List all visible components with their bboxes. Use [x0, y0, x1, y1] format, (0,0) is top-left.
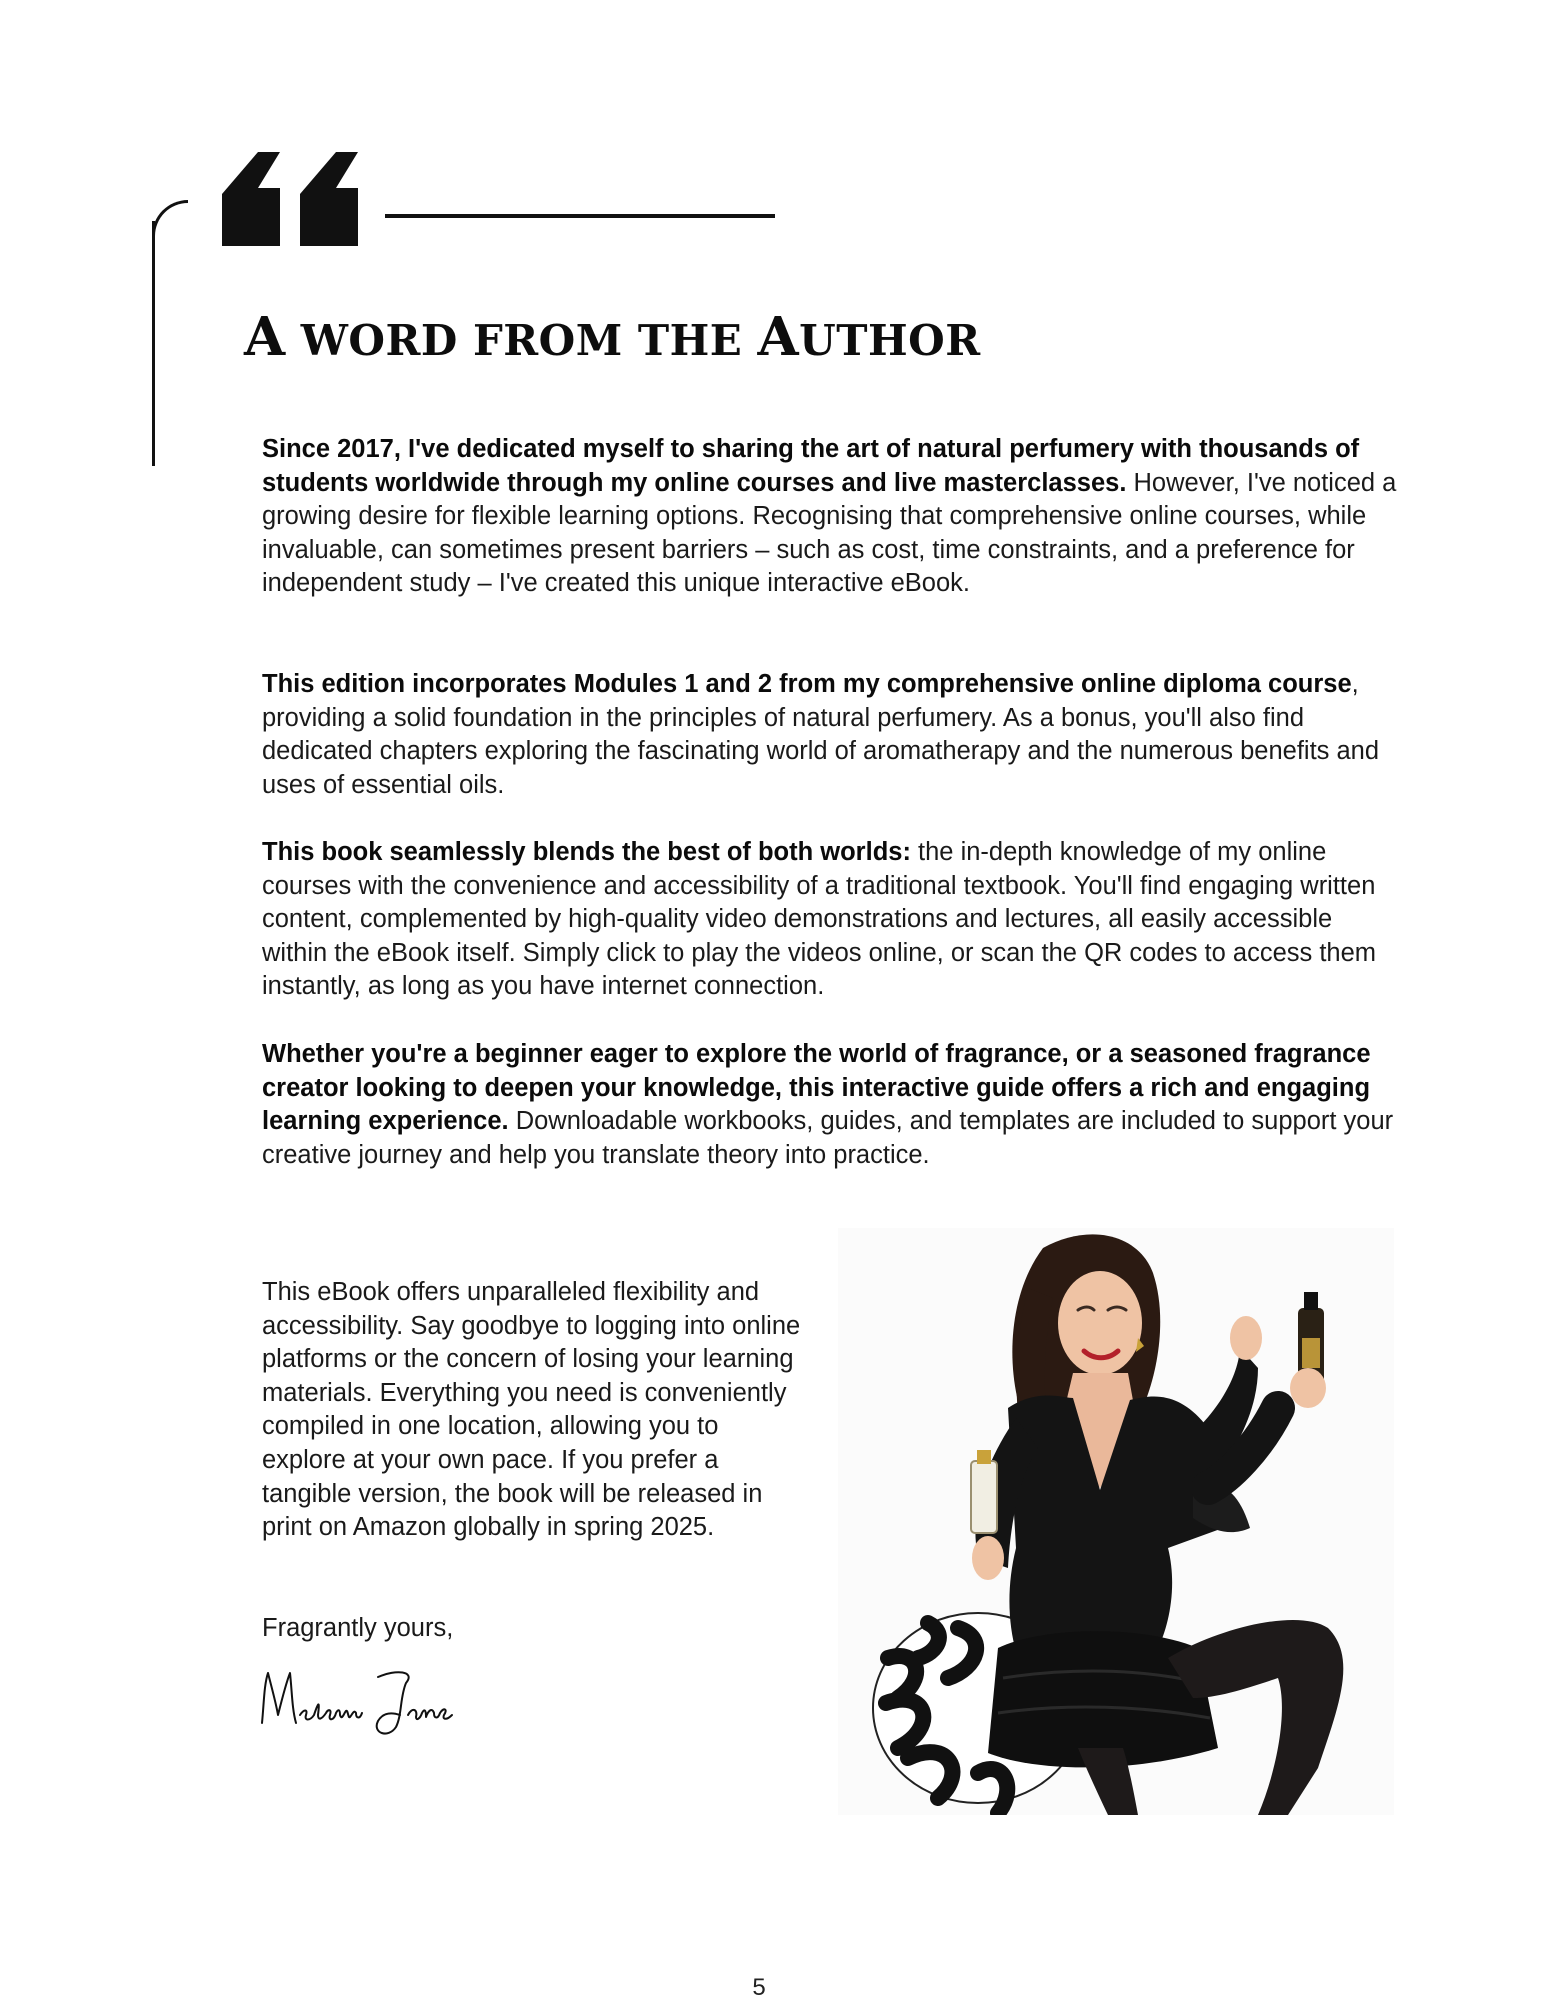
- paragraph-blend: [262, 836, 1402, 1004]
- bracket-vertical-line: [152, 221, 155, 466]
- signature: [256, 1663, 456, 1743]
- paragraph-audience-bold: Whether you're a beginner eager to explore the world of fragrance, or a seasoned fragrance creator looking to deepen your knowledge, this interactive guide offers a rich and engaging learning experience.: [262, 1040, 1371, 1136]
- double-quote-mark-icon: [218, 150, 368, 255]
- page-number: 5: [752, 1974, 766, 2001]
- quote-horizontal-rule: [385, 214, 775, 218]
- paragraph-intro-text: However, I've noticed a growing desire for flexible learning options. Recognising that comprehensive online courses, while invaluable, can sometimes present barriers – such as cost, time constraints, and a preference for independent study – I've created this unique interactive eBook.: [262, 468, 1397, 598]
- paragraph-intro-bold: Since 2017, I've dedicated myself to sharing the art of natural perfumery with thousands of students worldwide through my online courses and live masterclasses.: [262, 435, 1360, 497]
- paragraph-blend-text: the in-depth knowledge of my online courses with the convenience and accessibility of a traditional textbook. You'll find engaging written content, complemented by high-quality video demonstrations and lectures, all easily accessible within the eBook itself. Simply click to play the videos online, or scan the QR codes to access them instantly, as long as you have internet connection.: [262, 838, 1377, 1001]
- paragraph-edition-text: , providing a solid foundation in the principles of natural perfumery. As a bonus, you'll also find dedicated chapters exploring the fascinating world of aromatherapy and the numerous benefits and uses of essential oils.: [262, 670, 1380, 799]
- title-initial-2: A: [757, 306, 800, 368]
- title-initial: A: [244, 306, 286, 368]
- paragraph-audience-text: Downloadable workbooks, guides, and templates are included to support your creative journey and help you translate theory into practice.: [262, 1107, 1394, 1169]
- page-title: [244, 306, 981, 368]
- title-smallcaps-1: WORD FROM THE: [285, 316, 758, 365]
- paragraph-edition-bold: This edition incorporates Modules 1 and 2 from my comprehensive online diploma course: [262, 670, 1352, 698]
- paragraph-audience: [262, 1038, 1402, 1172]
- title-smallcaps-2: UTHOR: [799, 316, 981, 365]
- paragraph-flexibility: [262, 1276, 802, 1545]
- paragraph-edition: [262, 668, 1402, 802]
- paragraph-flexibility-text: This eBook offers unparalleled flexibility and accessibility. Say goodbye to logging into online platforms or the concern of losing your learning materials. Everything you need is conveniently compiled in one location, allowing you to explore at your own pace. If you prefer a tangible version, the book will be released in print on Amazon globally in spring 2025.: [262, 1278, 801, 1542]
- paragraph-blend-bold: This book seamlessly blends the best of both worlds:: [262, 838, 911, 866]
- signoff: Fragrantly yours,: [262, 1614, 454, 1642]
- paragraph-intro: [262, 433, 1402, 601]
- author-photo: [838, 1228, 1394, 1815]
- bracket-curve-decoration: [152, 200, 188, 240]
